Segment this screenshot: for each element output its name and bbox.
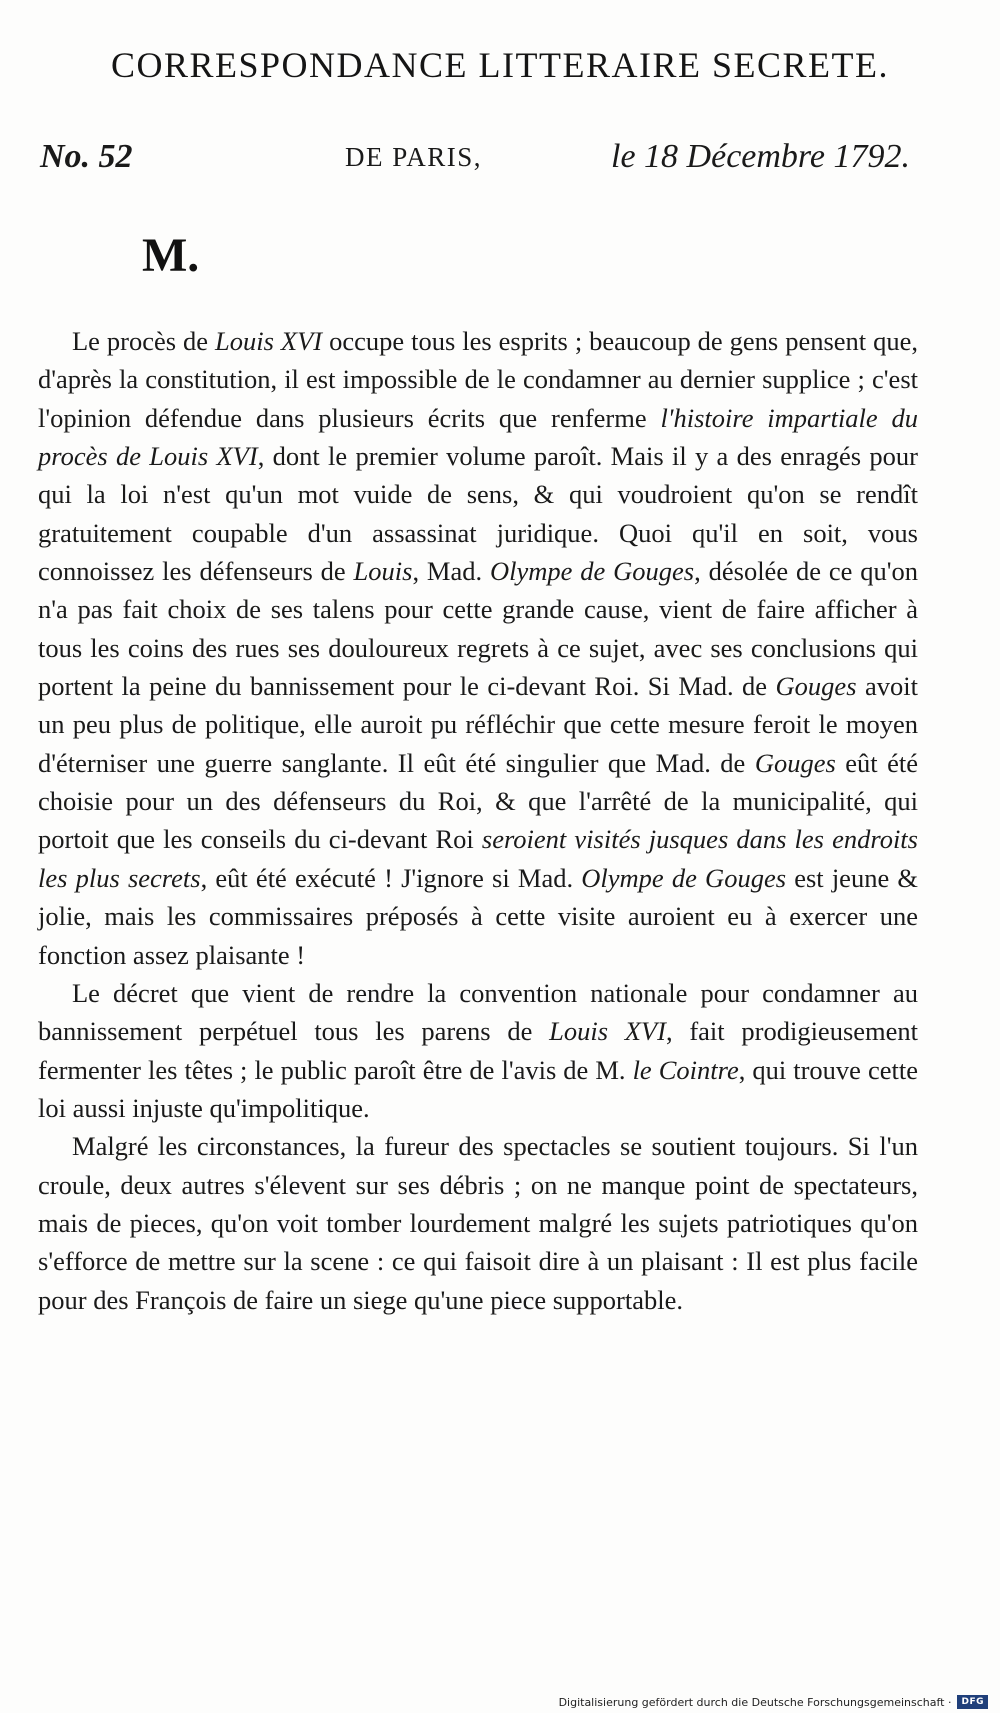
digitization-footer (559, 1695, 988, 1709)
paragraph (38, 1127, 918, 1319)
italic-text-segment: Louis XVI (215, 326, 323, 356)
italic-text-segment: l'histoire impartiale du procès de Louis XVI (38, 402, 918, 472)
journal-title: CORRESPONDANCE LITTERAIRE SECRETE. (110, 45, 889, 85)
italic-text-segment: Louis XVI (549, 1016, 666, 1047)
text-segment: Le décret que vient de rendre la convention nationale pour condamner au bannissement perpétuel tous les parens de (38, 977, 918, 1047)
text-segment: eût été choisie pour un des défenseurs du Roi, & que l'arrêté de la municipalité, qui portoit que les conseils du ci-devant Roi (38, 747, 918, 855)
text-segment: , qui trouve cette loi aussi injuste qu'impolitique. (38, 1054, 918, 1123)
article-body (38, 322, 918, 1319)
issue-number: No. 52 (40, 138, 133, 175)
text-segment: , désolée de ce qu'on n'a pas fait choix de ses talens pour cette grande cause, vient de faire afficher à tous les coins des rues ses douloureux regrets à ce sujet, avec ses conclusions qui portent la peine du bannissement pour le ci-devant Roi. Si Mad. de (38, 556, 918, 702)
text-segment: , fait prodigieusement fermenter les têtes ; le public paroît être de l'avis de M. (38, 1016, 918, 1085)
paragraph (38, 974, 918, 1127)
paragraph (38, 322, 918, 974)
italic-text-segment: le Cointre (632, 1054, 739, 1085)
dateline-place: DE PARIS, (345, 142, 483, 172)
italic-text-segment: Olympe de Gouges (490, 556, 695, 587)
date-month: Décembre (686, 138, 825, 175)
text-segment: occupe tous les esprits ; beaucoup de gens pensent que, d'après la constitution, il est impossible de le condamner au dernier supplice ; c'est l'opinion défendue dans plusieurs écrits que renferme (38, 326, 918, 433)
italic-text-segment: seroient visités jusques dans les endroits les plus secrets (38, 824, 918, 893)
italic-text-segment: Gouges (754, 747, 836, 778)
dateline-date (611, 138, 910, 176)
text-segment: , eût été exécuté ! J'ignore si Mad. (200, 862, 582, 893)
text-segment: Le procès de (72, 326, 216, 356)
italic-text-segment: Gouges (775, 671, 857, 702)
text-segment: avoit un peu plus de politique, elle auroit pu réfléchir que cette mesure feroit le moyen d'éterniser une guerre sanglante. Il eût été singulier que Mad. de (38, 671, 918, 778)
italic-text-segment: Olympe de Gouges (581, 862, 787, 893)
footer-text: Digitalisierung gefördert durch die Deutsche Forschungsgemeinschaft · (558, 1695, 952, 1709)
dfg-logo: DFG (957, 1695, 988, 1709)
date-prefix: le 18 (611, 138, 679, 175)
text-segment: est jeune & jolie, mais les commissaires préposés à cette visite auroient eu à exercer une fonction assez plaisante ! (38, 862, 918, 970)
date-year: 1792. (833, 138, 910, 175)
salutation: M. (142, 229, 200, 282)
italic-text-segment: Louis (353, 556, 413, 587)
dateline (40, 138, 910, 188)
text-segment: , Mad. (412, 556, 490, 587)
text-segment: Malgré les circonstances, la fureur des spectacles se soutient toujours. Si l'un croule, deux autres s'élevent sur ses débris ; on ne manque point de spectateurs, mais de pieces, qu'on voit tomber lourdement malgré les sujets patriotiques qu'on s'efforce de mettre sur la scene : ce qui faisoit dire à un plaisant : Il est plus facile pour des François de faire un siege qu'une piece supportable. (38, 1131, 918, 1315)
text-segment: , dont le premier volume paroît. Mais il y a des enragés pour qui la loi n'est qu'un mot vuide de sens, & qui voudroient qu'on se rendît gratuitement coupable d'un assassinat juridique. Quoi qu'il en soit, vous connoissez les défenseurs de (38, 441, 918, 587)
